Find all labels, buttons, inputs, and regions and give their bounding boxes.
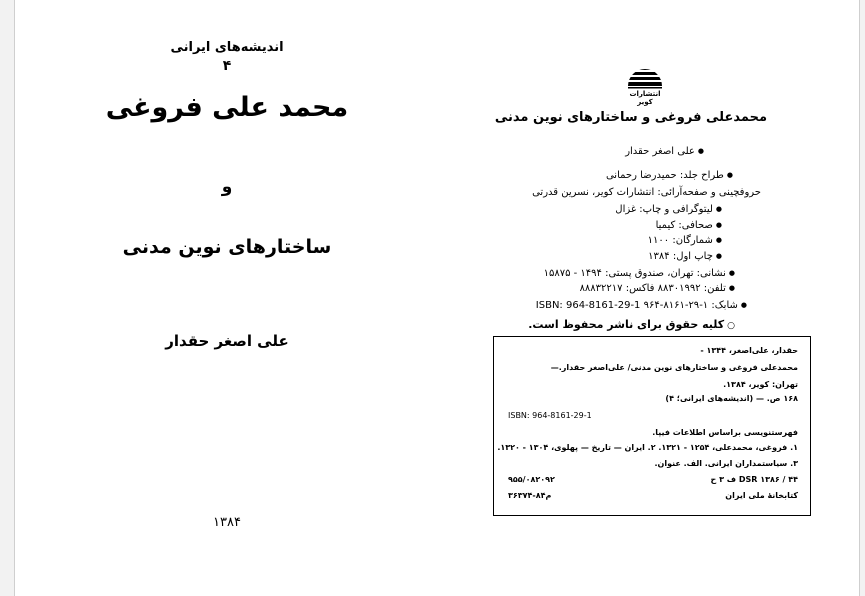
credit-print-run: ● شمارگان: ۱۱۰۰ xyxy=(648,235,722,246)
credit-typesetting: حروفچینی و صفحه‌آرائی: انتشارات کویر، نسرین قدرتی xyxy=(532,187,761,198)
cip-subjects-2: ۳. سیاستمداران ایرانی. الف. عنوان. xyxy=(654,459,798,468)
background-margin-left xyxy=(0,0,14,596)
title-page xyxy=(14,0,440,596)
credit-isbn: ● شابک: ۱-۲۹-۸۱۶۱-۹۶۴ ISBN: 964-8161-29-1 xyxy=(536,300,747,311)
publication-year: ۱۳۸۴ xyxy=(213,515,241,530)
credit-binding: ● صحافی: کیمیا xyxy=(656,220,722,231)
cip-publisher: تهران: کویر، ۱۳۸۴. xyxy=(723,380,798,389)
title-conjunction: و xyxy=(221,177,233,197)
credit-author: ● علی اصغر حقدار xyxy=(625,146,704,157)
cip-class-number: DSR ۱۳۸۶ / ۴۴ ف ۳ ح xyxy=(710,475,798,484)
publisher-logo-text: انتشارات کویر xyxy=(629,90,661,106)
credit-lithography: ● لیتوگرافی و چاپ: غزال xyxy=(615,204,722,215)
cip-record-number: م۸۴-۳۶۳۷۴ xyxy=(508,491,552,500)
cip-isbn: ISBN: 964-8161-29-1 xyxy=(508,411,592,420)
cip-title: محمدعلی فروغی و ساختارهای نوین مدنی/ علی‌اصغر حقدار.— xyxy=(550,363,798,372)
cip-dewey: ۹۵۵/۰۸۲۰۹۲ xyxy=(508,475,555,484)
credit-phone: ● تلفن: ۸۸۳۰۱۹۹۲ فاکس: ۸۸۸۳۲۲۱۷ xyxy=(580,283,735,294)
author-name: علی اصغر حقدار xyxy=(165,332,289,350)
publisher-logo xyxy=(625,56,665,104)
cip-library: کتابخانهٔ ملی ایران xyxy=(725,491,798,500)
copyright-book-title: محمدعلی فروغی و ساختارهای نوین مدنی xyxy=(494,110,767,125)
cataloging-record xyxy=(493,336,811,516)
series-title: اندیشه‌های ایرانی xyxy=(170,40,284,55)
cip-subjects: ۱. فروغی، محمدعلی، ۱۲۵۴ - ۱۳۲۱. ۲. ایران — تاریخ — پهلوی، ۱۳۰۴ - ۱۳۲۰. xyxy=(497,443,798,452)
book-subtitle: ساختارهای نوین مدنی xyxy=(122,236,332,258)
cip-author: حقدار، علی‌اصغر، ۱۳۴۴ - xyxy=(700,346,798,355)
rights-notice: ○ کلیه حقوق برای ناشر محفوظ است. xyxy=(528,318,735,331)
series-number: ۴ xyxy=(222,58,232,74)
credit-cover-designer: ● طراح جلد: حمیدرضا رحمانی xyxy=(606,170,733,181)
book-title: محمد علی فروغی xyxy=(105,92,349,123)
cip-pages: ۱۶۸ ص. — (اندیشه‌های ایرانی؛ ۴) xyxy=(665,394,798,403)
copyright-page xyxy=(439,0,860,596)
cip-fipa: فهرستنویسی براساس اطلاعات فیپا. xyxy=(652,428,798,437)
credit-edition: ● چاپ اول: ۱۳۸۴ xyxy=(648,251,722,262)
credit-address: ● نشانی: تهران، صندوق پستی: ۱۴۹۴ - ۱۵۸۷۵ xyxy=(544,268,735,279)
